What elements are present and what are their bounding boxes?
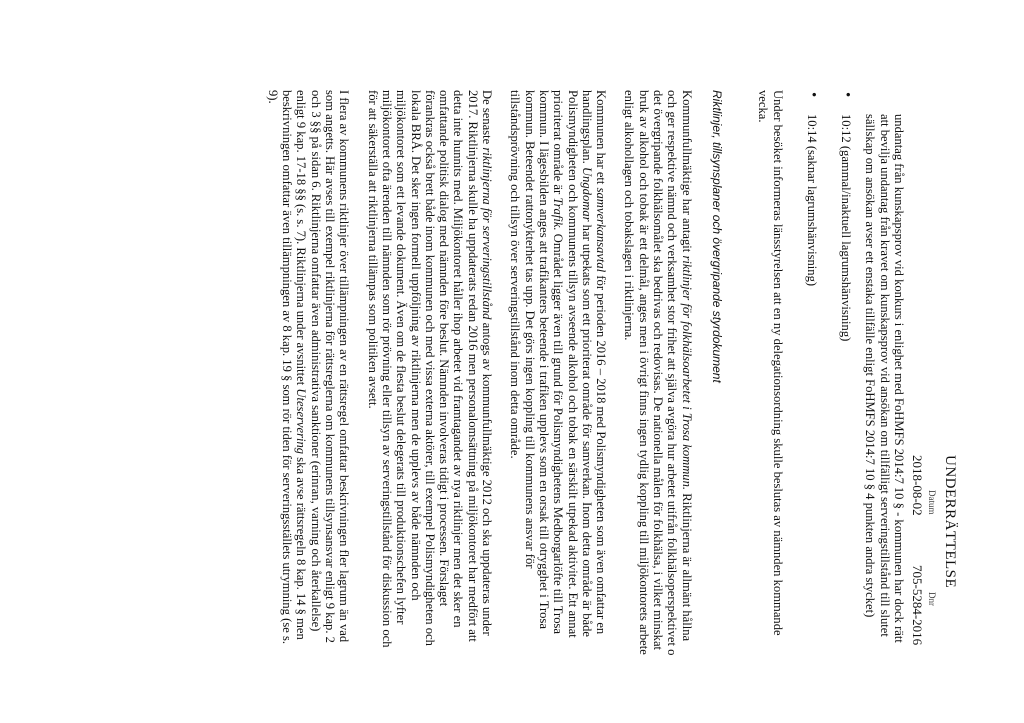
intro-continuation: undantag från kunskapsprov vid konkurs i enlighet med FoHMFS 2014:7 10 § - kommunen har dock rätt att bevilja undantag från kravet om kunskapsprov vid ansökan om tillfälligt serveringstillstånd till slutet sällskap om ansökan avser ett enstaka tillfälle enligt FoHMFS 2014:7 10 § 4 punkten andra stycket) <box>863 114 906 643</box>
bullet-item: • 10:14 (saknar lagrumshänvisning) <box>805 90 819 656</box>
paragraph-lagrum: I flera av kommunens riktlinjer över tillämpningen av en rättsregel omfattar beskrivningen fler lagrum än vad som angetts. Här avses till exempel riktlinjerna för rättsreglerna om kommunens tillsynsansvar enligt 9 kap. 2 och 3 §§ på sidan 6. Riktlinjerna omfattar även administrativa sanktioner (erinran, varning och återkallelse) enligt 9 kap. 17-18 §§ (s. s. 7). Riktlinjerna under avsnittet Uteservering ska avse rättsregeln 8 kap. 14 § men beskrivningen omfattar även tillämpningen av 8 kap. 19 § som rör tiden för serveringsställets utrymning (se s. 9). <box>265 90 352 645</box>
date-label: Datum <box>927 490 937 515</box>
paragraph-folkhalsa: Kommunfullmäktige har antagit riktlinjer för folkhälsoarbetet i Trosa kommun. Riktlinjerna är allmänt hållna och ger respektive nämnd och verksamhet stor frihet att själva avgöra hur arbetet utifrån folkhälsoperspektivet o det övergripande folkhälsomålet ska bedrivas och redovisas. De nationella målen för folkhälsa, i vilket minskat bruk av alkohol och tobak är ett delmål, anges men i övrigt finns ingen tydlig koppling till miljökontorets arbete enligt alkohollagen och tobakslagen i riktlinjerna. <box>622 90 694 656</box>
document-body <box>266 90 906 656</box>
dnr-label: Dnr <box>927 592 937 606</box>
bullet-item: • 10:12 (gammal/inaktuell lagrumshänvisning) <box>839 90 853 656</box>
delegation-note: Under besöket informeras länsstyrelsen att en ny delegationsordning skulle beslutas av nämnden kommande vecka. <box>756 90 785 636</box>
document-type-title: UNDERRÄTTELSE <box>942 455 958 589</box>
document-date: 2018-08-02 <box>910 455 925 516</box>
lagrum-bullet-list <box>805 90 854 656</box>
paragraph-samverkansavtal: Kommunen har ett samverkansavtal för perioden 2016 – 2018 med Polismyndigheten som även omfattar en handlingsplan. Ungdomar har utpekats som ett prioriterat område för samverkan. Inom detta område är både Polismyndigheten och kommunens tillsyn avseende alkohol och tobak en särskilt utpekad aktivitet. Ett annat prioriterat område är Trafik. Området ligger även till grund för Polismyndighetens Medborgarlöfte till Trosa kommun. I lägesbilden anges att trafikanters beteende i trafiken upplevs som en orsak till otrygghet i Trosa kommun. Beteendet rattonykterhet tas upp. Det görs ingen koppling till kommunens ansvar för tillståndsprövning och tillsyn över serveringstillstånd inom detta område. <box>508 90 609 638</box>
section-heading: Riktlinjer, tillsynsplaner och övergripande styrdokument <box>709 90 724 383</box>
paragraph-riktlinjer-servering: De senaste riktlinjerna för serveringstillstånd antogs av kommunfullmäktige 2012 och ska uppdateras under 2017. Riktlinjerna skulle ha uppdaterats redan 2016 men personalomsättning på miljökontoret har medfört att detta inte hunnits med. Miljökontoret håller ihop arbetet vid framtagandet av nya riktlinjer men det sker en omfattande politisk dialog med nämnden före beslut. Nämnden involveras tidigt i processen. Förslaget förankras också brett både inom kommunen och med vissa externa aktörer, till exempel Polismyndigheten och lokala BRÅ. Det sker ingen formell uppföljning av riktlinjerna men de upplevs av både nämnden och miljökontoret som ett levande dokument. Även om de flesta beslut delegerats till produktionschefen lyfter miljökontoret ofta ärenden till nämnden som rör prövning eller tillsyn av serveringstillstånd för diskussion och för att säkerställa att riktlinjerna tillämpas som politiken avsett. <box>365 90 495 648</box>
dnr-number: 705-5284-2016 <box>910 565 925 646</box>
